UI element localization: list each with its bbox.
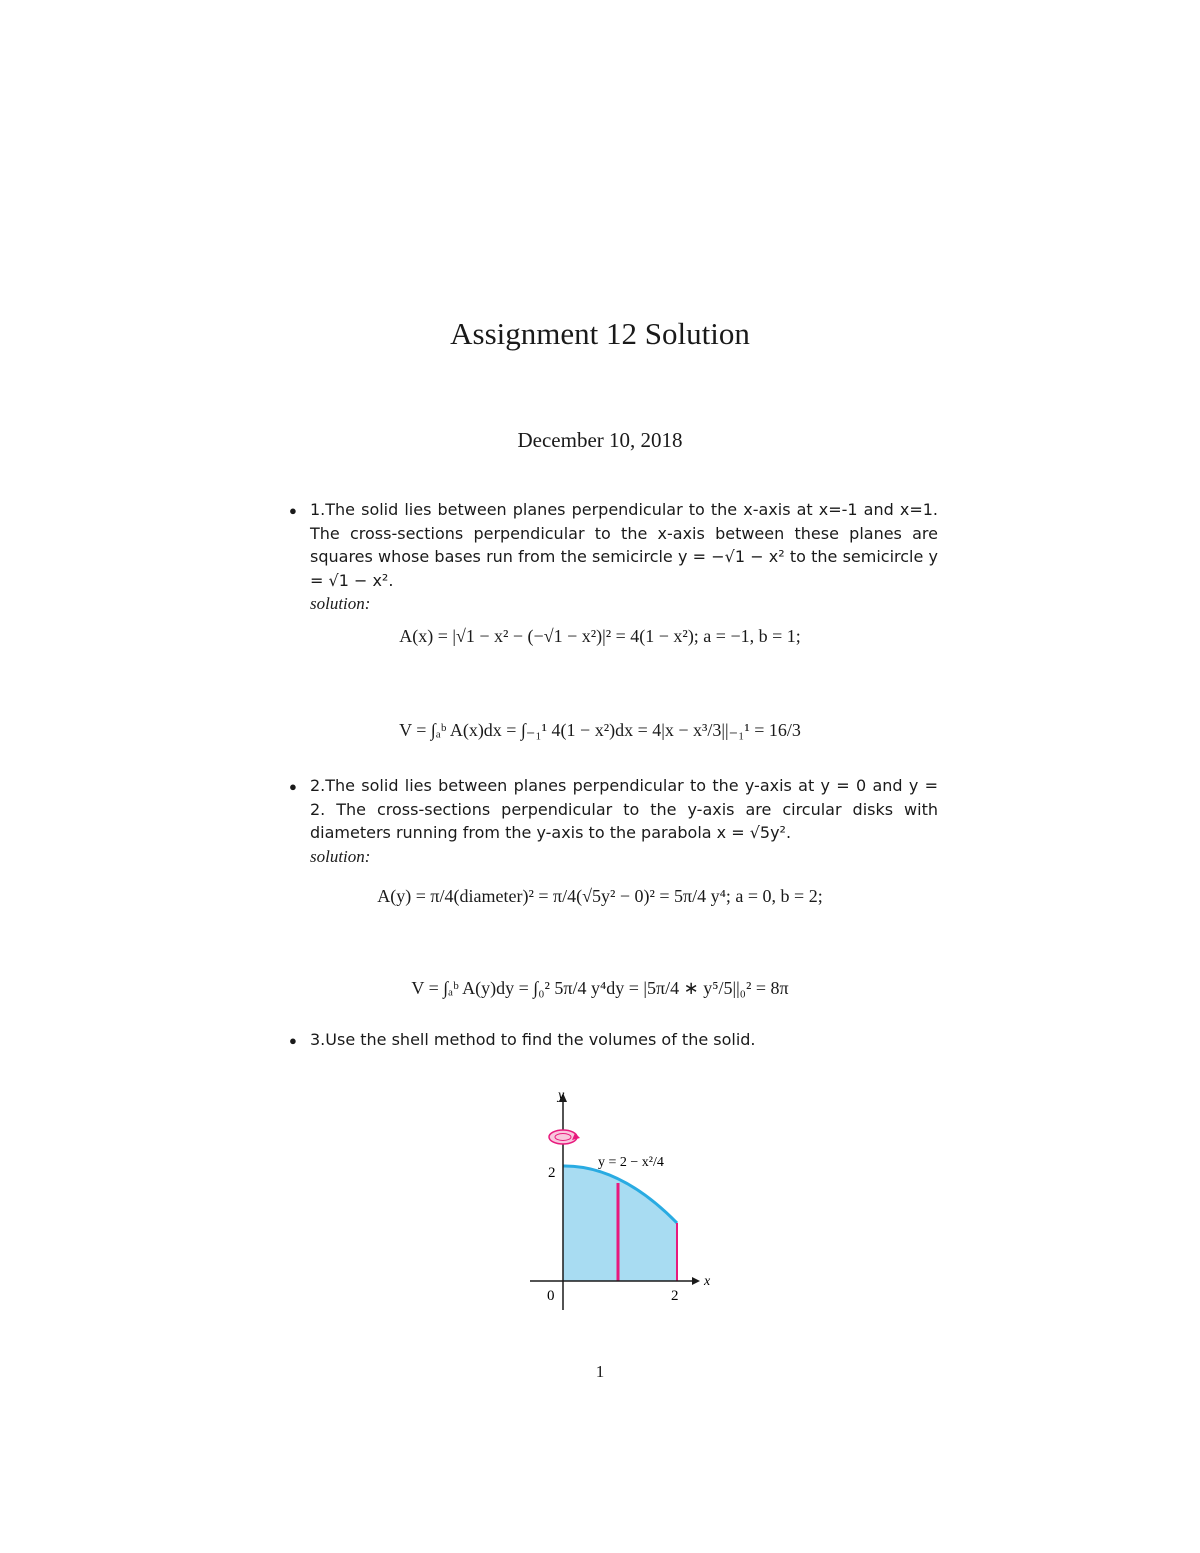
origin-label: 0 [547, 1288, 555, 1304]
problem-1-text [310, 498, 938, 616]
problem-2-statement: 2.The solid lies between planes perpendicular to the y-axis at y = 0 and y = 2. The cross-sections perpendicular to the y-axis are circular disks with diameters running from the y-axis to the parabola x = √5y². [310, 776, 938, 842]
bullet-2: ● [289, 779, 297, 794]
problem-1-statement: 1.The solid lies between planes perpendicular to the x-axis at x=-1 and x=1. The cross-sections perpendicular to the x-axis between these planes are squares whose bases run from the semicircle y = −√1 − x² to the semicircle y = √1 − x². [310, 500, 938, 590]
problem-2-area-equation: A(y) = π/4(diameter)² = π/4(√5y² − 0)² = 5π/4 y⁴; a = 0, b = 2; [377, 886, 823, 906]
paper-title: Assignment 12 Solution [450, 316, 750, 351]
x-axis-arrow [692, 1277, 700, 1285]
problem-2-volume-equation: V = ∫ₐᵇ A(y)dy = ∫₀² 5π/4 y⁴dy = |5π/4 ∗ y⁵/5||₀² = 8π [411, 978, 789, 998]
problem-3-text [310, 1028, 938, 1052]
problem-1-solution-label: solution: [310, 594, 371, 613]
page-number: 1 [595, 1362, 605, 1381]
bullet-3: ● [289, 1033, 297, 1048]
problem-2-solution-label: solution: [310, 846, 371, 866]
problem-3-statement: 3.Use the shell method to find the volumes of the solid. [310, 1030, 756, 1049]
bullet-1: ● [289, 503, 297, 518]
problem-2-text [310, 774, 938, 868]
y-tick-label: 2 [548, 1165, 556, 1181]
x-tick-label: 2 [671, 1288, 679, 1304]
x-axis-label: x [704, 1274, 711, 1289]
rotation-arrow-icon [549, 1130, 580, 1144]
y-axis-label: y [558, 1088, 565, 1103]
region-under-curve [563, 1166, 677, 1281]
paper-date: December 10, 2018 [517, 428, 683, 452]
problem-1-volume-equation: V = ∫ₐᵇ A(x)dx = ∫₋₁¹ 4(1 − x²)dx = 4|x − x³/3||₋₁¹ = 16/3 [399, 720, 801, 740]
problem-1-area-equation: A(x) = |√1 − x² − (−√1 − x²)|² = 4(1 − x²); a = −1, b = 1; [399, 626, 801, 646]
curve-label: y = 2 − x²/4 [598, 1155, 664, 1170]
shell-method-figure [520, 1085, 730, 1315]
